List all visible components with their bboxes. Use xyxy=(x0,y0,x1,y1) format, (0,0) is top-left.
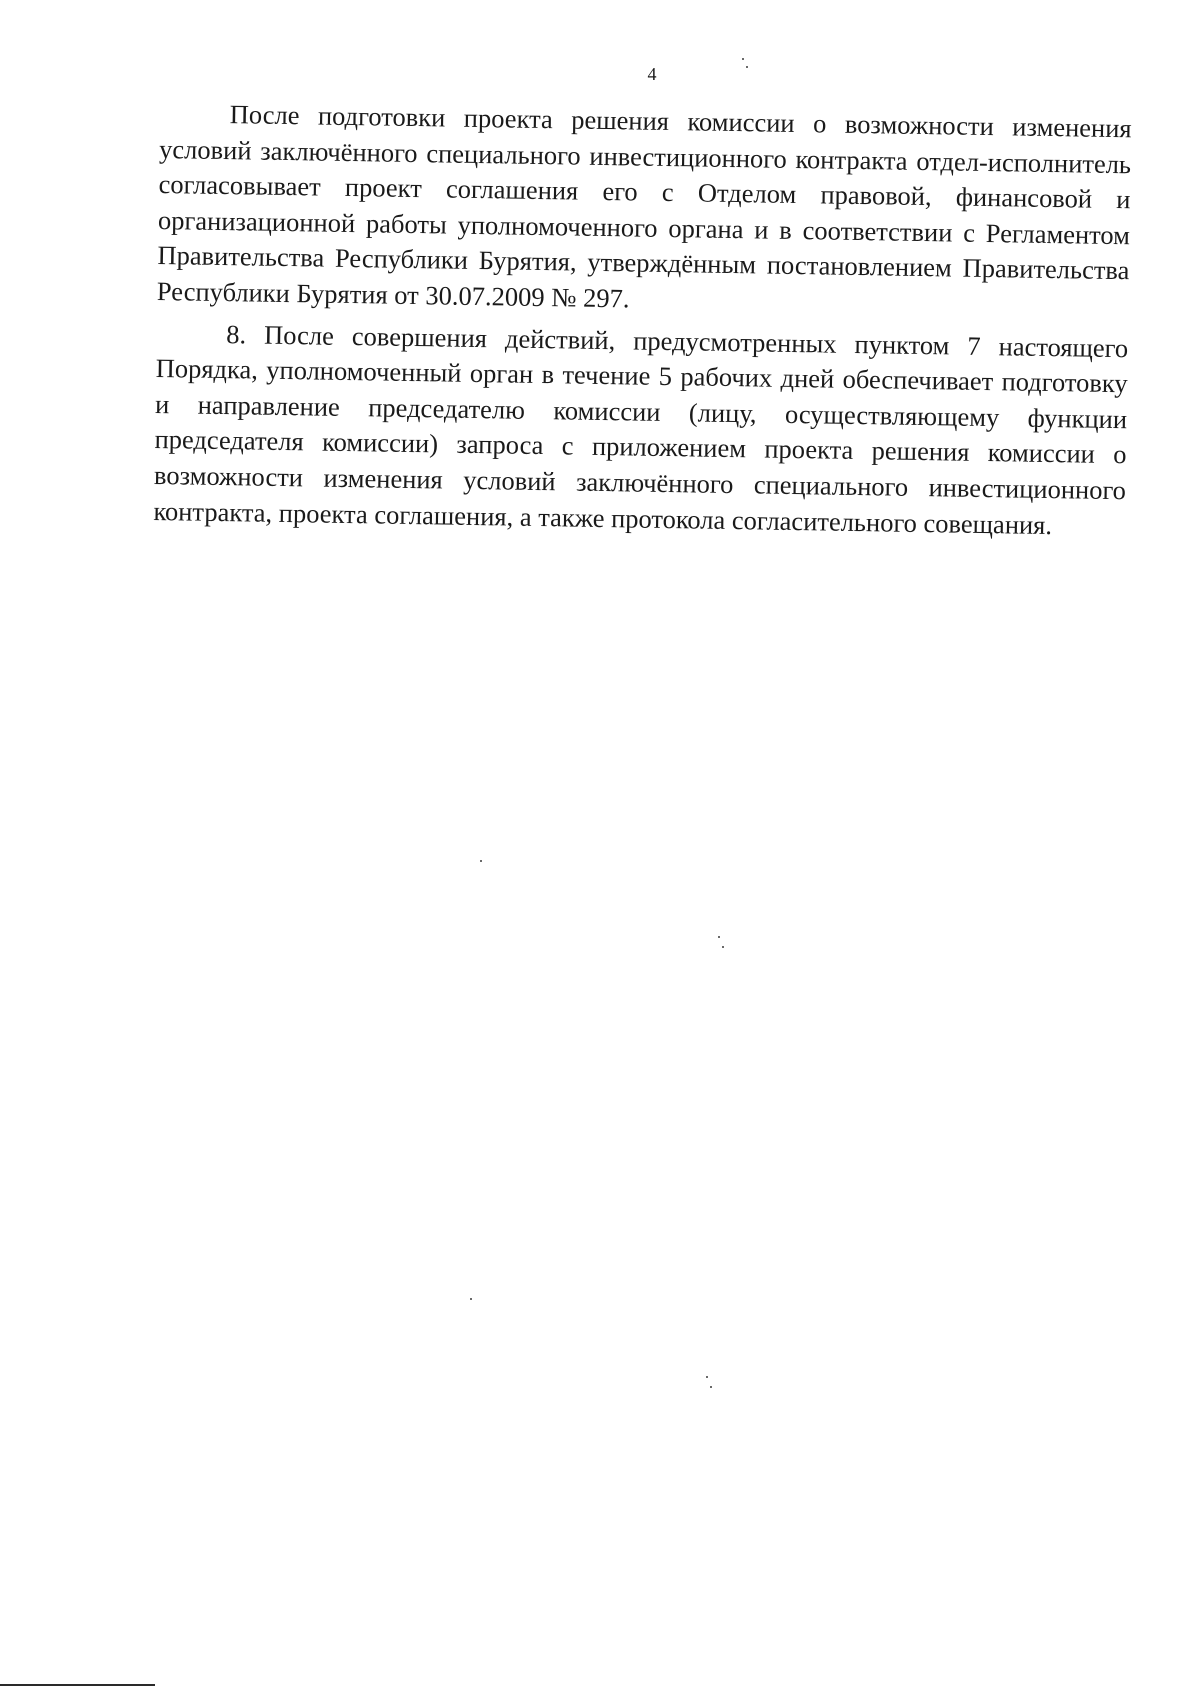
scan-edge-line xyxy=(0,1684,155,1686)
scan-speck xyxy=(718,936,720,938)
scan-speck xyxy=(706,1376,708,1378)
scan-speck xyxy=(742,58,744,60)
scan-speck xyxy=(710,1386,712,1388)
paragraph-approval: После подготовки проекта решения комиссии о возможности изменения условий заключённого специального инвестиционного контракта отдел-исполнитель согласовывает проект соглашения его с Отделом правовой, финансовой и организационной работы уполномоченного органа и в соответствии с Регламентом Правительства Республики Бурятия, утверждённым постановлением Правительства Республики Бурятия от 30.07.2009 № 297. xyxy=(156,99,1132,314)
page-number: 4 xyxy=(647,64,657,84)
scan-speck xyxy=(746,66,748,68)
paragraph-item-8: 8. После совершения действий, предусмотренных пунктом 7 настоящего Порядка, уполномоченный орган в течение 5 рабочих дней обеспечивает подготовку и направление председателю комиссии (лицу, осуществляющему функции председателя комиссии) запроса с приложением проекта решения комиссии о возможности изменения условий заключённого специального инвестиционного контракта, проекта соглашения, а также протокола согласительного совещания. xyxy=(153,318,1129,540)
document-body xyxy=(153,96,1132,544)
scan-speck xyxy=(470,1298,472,1300)
scan-speck xyxy=(480,860,482,862)
scan-speck xyxy=(722,946,724,948)
